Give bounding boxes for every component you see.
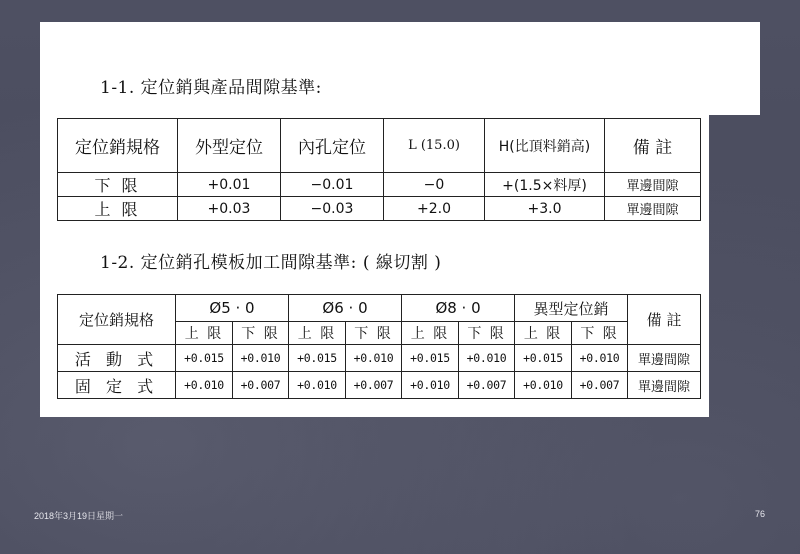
pin-product-clearance-table: [57, 118, 701, 221]
section2-heading: 1-2. 定位銷孔模板加工間隙基準: ( 線切割 ): [100, 253, 442, 273]
cell-value: +0.01: [178, 173, 281, 197]
cell-value: +0.03: [178, 197, 281, 221]
cell-note: 單邊間隙: [605, 197, 701, 221]
cell-value: +0.010: [176, 372, 233, 399]
footer-date: 2018年3月19日星期一: [34, 511, 124, 521]
cell-value: +2.0: [384, 197, 485, 221]
cell-value: +0.015: [402, 345, 459, 372]
header-upper-limit: 上 限: [289, 322, 346, 345]
cell-value: +0.010: [289, 372, 346, 399]
cell-note: 單邊間隙: [628, 345, 701, 372]
header-group-special: 異型定位銷: [515, 295, 628, 322]
header-lower-limit: 下 限: [572, 322, 628, 345]
cell-value: −0.01: [281, 173, 384, 197]
cell-value: +3.0: [485, 197, 605, 221]
header-lower-limit: 下 限: [346, 322, 402, 345]
header-outer-locate: 外型定位: [178, 119, 281, 173]
page-number: 76: [755, 509, 766, 519]
header-spec: 定位銷規格: [58, 295, 176, 345]
cell-value: +0.010: [572, 345, 628, 372]
header-group-d8: Ø8 · 0: [402, 295, 515, 322]
cell-value: +0.010: [515, 372, 572, 399]
header-upper-limit: 上 限: [515, 322, 572, 345]
table-row: [58, 372, 701, 399]
cell-value: +0.007: [572, 372, 628, 399]
cell-value: +0.010: [233, 345, 289, 372]
header-lower-limit: 下 限: [233, 322, 289, 345]
cell-value: +0.007: [346, 372, 402, 399]
cell-value: +0.015: [515, 345, 572, 372]
cell-note: 單邊間隙: [605, 173, 701, 197]
cell-value: −0: [384, 173, 485, 197]
row-label: 上 限: [58, 197, 178, 221]
row-label: 活 動 式: [58, 345, 176, 372]
pin-hole-machining-clearance-table: [57, 294, 701, 399]
table-header-row: [58, 295, 701, 322]
header-group-d6: Ø6 · 0: [289, 295, 402, 322]
table-row: [58, 197, 701, 221]
cell-value: +0.007: [233, 372, 289, 399]
header-l: L (15.0): [384, 119, 485, 173]
cell-value: +(1.5×料厚): [485, 173, 605, 197]
section1-heading: 1-1. 定位銷與產品間隙基準:: [100, 78, 322, 98]
cell-note: 單邊間隙: [628, 372, 701, 399]
row-label: 固 定 式: [58, 372, 176, 399]
cell-value: +0.010: [402, 372, 459, 399]
cell-value: +0.007: [459, 372, 515, 399]
cell-value: −0.03: [281, 197, 384, 221]
cell-value: +0.010: [346, 345, 402, 372]
header-h: H(比頂料銷高): [485, 119, 605, 173]
table-row: [58, 173, 701, 197]
table-row: [58, 345, 701, 372]
cell-value: +0.015: [289, 345, 346, 372]
header-group-d5: Ø5 · 0: [176, 295, 289, 322]
header-note: 備 註: [628, 295, 701, 345]
row-label: 下 限: [58, 173, 178, 197]
table-header-row: [58, 119, 701, 173]
header-upper-limit: 上 限: [402, 322, 459, 345]
header-inner-locate: 內孔定位: [281, 119, 384, 173]
header-upper-limit: 上 限: [176, 322, 233, 345]
header-lower-limit: 下 限: [459, 322, 515, 345]
header-note: 備 註: [605, 119, 701, 173]
cell-value: +0.015: [176, 345, 233, 372]
cell-value: +0.010: [459, 345, 515, 372]
document-header-panel: [40, 22, 760, 115]
header-spec: 定位銷規格: [58, 119, 178, 173]
